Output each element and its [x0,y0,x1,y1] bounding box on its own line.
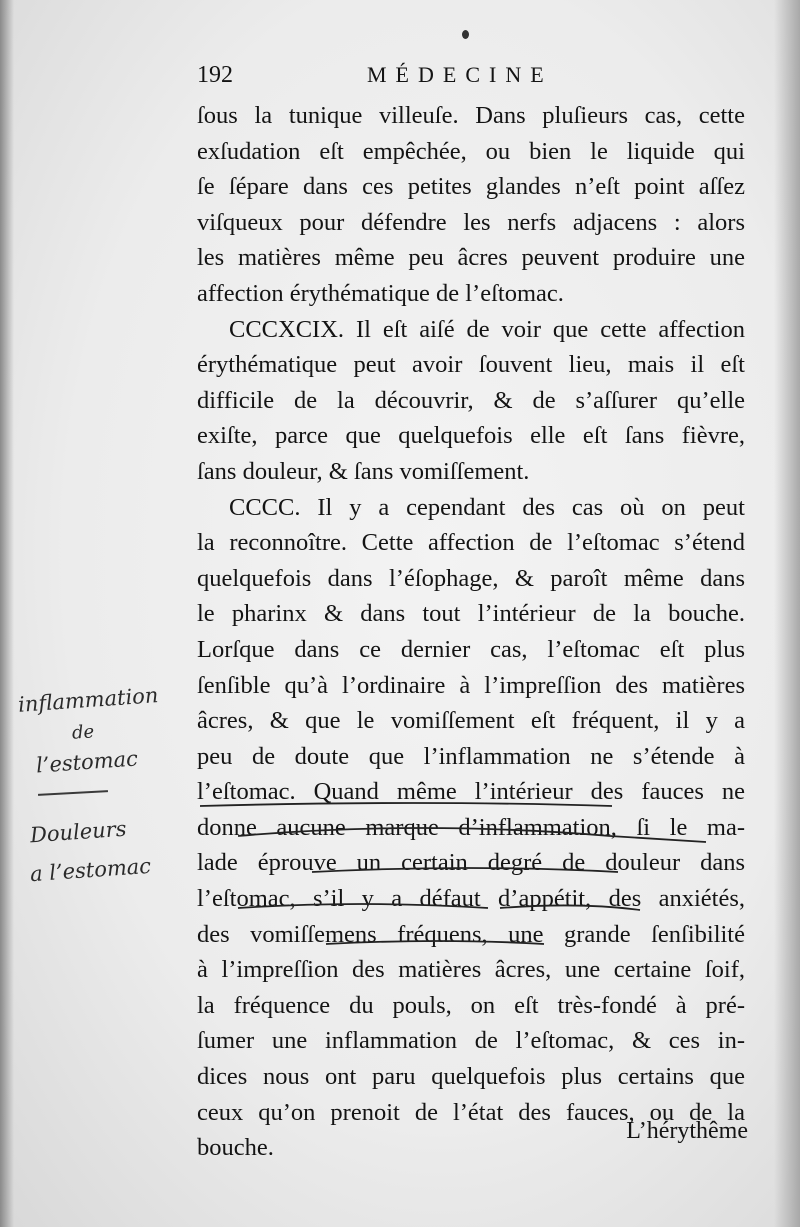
margin-note: Douleurs [29,816,128,848]
text-line: CCCC. Il y a cependant des cas où on peut [229,493,745,521]
margin-note: de [71,721,95,744]
text-line: âcres, & que le vomiſſement eſt fréquent, il y a [197,707,745,735]
text-line: les matières même peu âcres peuvent produire une [197,244,745,272]
page-edge-shadow-right [774,0,800,1227]
text-line: la reconnoître. Cette affection de l’eſtomac s’étend [197,529,745,557]
text-line: peu de doute que l’inflammation ne s’étende à [197,742,745,770]
text-line: affection érythématique de l’eſtomac. [197,279,564,307]
margin-note: inflammation [17,683,160,717]
text-line: ſumer une inflammation de l’eſtomac, & ces in- [197,1027,745,1055]
page-number: 192 [197,62,233,88]
text-line: ſe ſépare dans ces petites glandes n’eſt point aſſez [197,173,745,201]
margin-note: a l’estomac [29,853,152,887]
catchword: L’hérythême [626,1118,748,1144]
text-line: Lorſque dans ce dernier cas, l’eſtomac eſt plus [197,635,745,663]
margin-note: l’estomac [35,746,139,778]
margin-dash [38,790,108,796]
body-text [197,98,745,1166]
text-line: la fréquence du pouls, on eſt très-fondé à pré- [197,991,745,1019]
text-line: exſudation eſt empêchée, ou bien le liquide qui [197,137,745,165]
ink-spot [462,30,469,39]
text-line: l’eſtomac. Quand même l’intérieur des fauces ne [197,778,745,806]
text-line: l’eſtomac, s’il y a défaut d’appétit, des anxiétés, [197,885,745,913]
running-title: MÉDECINE [367,62,553,87]
text-line: érythématique peut avoir ſouvent lieu, mais il eſt [197,351,745,379]
handwritten-margin-notes [10,680,180,920]
text-line: ceux qu’on prenoit de l’état des fauces, ou de la [197,1098,745,1126]
text-line: bouche. [197,1134,274,1162]
text-line: dices nous ont paru quelquefois plus certains que [197,1063,745,1091]
text-line: CCCXCIX. Il eſt aiſé de voir que cette affection [229,315,745,343]
text-line: exiſte, parce que quelquefois elle eſt ſans fièvre, [197,422,745,450]
text-line: lade éprouve un certain degré de douleur dans [197,849,745,877]
text-line: donne aucune marque d’inflammation, ſi le ma- [197,813,745,841]
text-line: des vomiſſemens fréquens, une grande ſenſibilité [197,920,745,948]
text-line: ſous la tunique villeuſe. Dans pluſieurs cas, cette [197,102,745,129]
text-line: quelquefois dans l’éſophage, & paroît même dans [197,564,745,592]
binding-shadow-left [0,0,14,1227]
text-line: difficile de la découvrir, & de s’aſſurer qu’elle [197,386,745,414]
page-header [197,62,757,96]
text-line: le pharinx & dans tout l’intérieur de la bouche. [197,600,745,628]
text-line: viſqueux pour défendre les nerfs adjacens : alors [197,208,745,236]
text-line: ſenſible qu’à l’ordinaire à l’impreſſion des matières [197,671,745,699]
text-line: ſans douleur, & ſans vomiſſement. [197,457,530,485]
text-line: à l’impreſſion des matières âcres, une certaine ſoif, [197,956,745,984]
